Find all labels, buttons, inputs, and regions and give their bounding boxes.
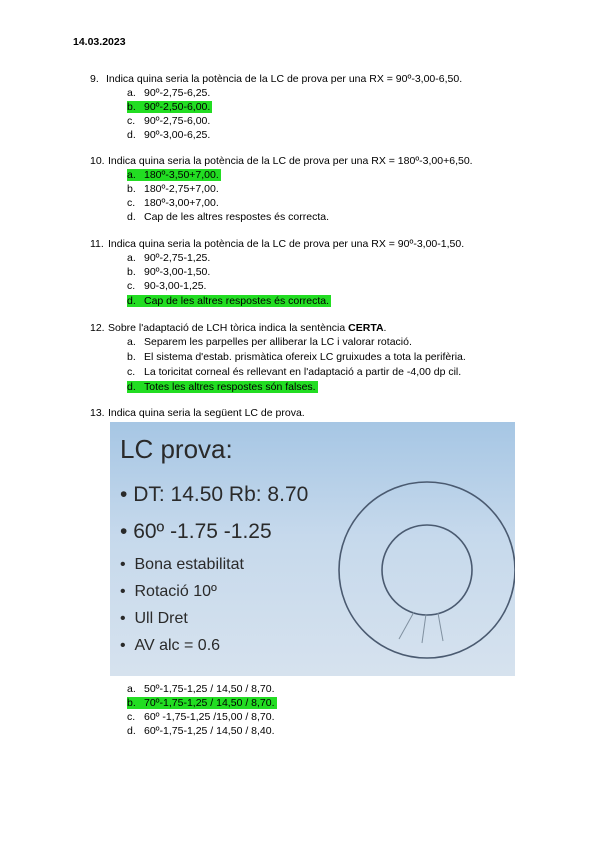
option-13a [127, 682, 275, 696]
option-letter: c. [127, 115, 136, 127]
option-9c [127, 114, 210, 128]
option-13b-highlighted [127, 696, 277, 710]
option-12a [127, 335, 412, 349]
question-10 [90, 154, 473, 168]
option-10b [127, 182, 219, 196]
option-10a-highlighted [127, 168, 221, 182]
document-date: 14.03.2023 [73, 36, 126, 48]
slide-title: LC prova: [120, 434, 233, 464]
option-10d [127, 210, 329, 224]
lens-slide-image [110, 422, 515, 676]
question-text: Indica quina seria la potència de la LC de prova per una RX = 90º-3,00-6,50. [106, 73, 463, 85]
option-letter: d. [127, 129, 136, 141]
option-9b-highlighted [127, 100, 212, 114]
lens-outer-circle [339, 482, 515, 658]
question-number: 11. [90, 238, 104, 250]
question-text: Indica quina seria la següent LC de prova. [108, 407, 305, 419]
option-letter: a. [127, 252, 136, 264]
option-12d-highlighted [127, 380, 318, 394]
option-letter: d. [127, 295, 136, 307]
option-13c [127, 710, 275, 724]
question-emphasis: CERTA [348, 322, 384, 334]
option-10c [127, 196, 219, 210]
option-letter: c. [127, 711, 136, 723]
lens-optic-zone-circle [382, 525, 472, 615]
option-letter: b. [127, 697, 136, 709]
option-text: 90º-2,75-1,25. [144, 252, 211, 264]
option-12c [127, 365, 461, 379]
question-text: Indica quina seria la potència de la LC de prova per una RX = 90º-3,00-1,50. [108, 238, 465, 250]
option-text: 180º-2,75+7,00. [144, 183, 219, 195]
slide-bullet: • Rotació 10º [120, 583, 217, 600]
question-number: 12. [90, 322, 105, 334]
slide-bullet: • AV alc = 0.6 [120, 637, 221, 654]
option-11c [127, 279, 206, 293]
option-letter: a. [127, 169, 136, 181]
option-text: El sistema d'estab. prismàtica ofereix LC gruixudes a tota la perifèria. [144, 351, 466, 363]
option-text: 70º-1,75-1,25 / 14,50 / 8,70. [144, 697, 275, 709]
option-letter: b. [127, 101, 136, 113]
option-letter: d. [127, 211, 136, 223]
option-11d-highlighted [127, 294, 331, 308]
question-9 [90, 72, 462, 86]
option-text: Cap de les altres respostes és correcta. [144, 295, 330, 307]
option-letter: b. [127, 266, 136, 278]
option-9d [127, 128, 210, 142]
slide-bullet: • 60º -1.75 -1.25 [120, 520, 272, 543]
option-text: 180º-3,00+7,00. [144, 197, 219, 209]
option-12b [127, 350, 466, 364]
rotation-mark-line [438, 613, 443, 641]
option-letter: c. [127, 197, 136, 209]
option-letter: a. [127, 336, 136, 348]
option-letter: a. [127, 87, 136, 99]
option-11a [127, 251, 210, 265]
option-text: 90º-2,75-6,00. [144, 115, 211, 127]
question-12 [90, 321, 386, 335]
option-letter: d. [127, 725, 136, 737]
option-13d [127, 724, 275, 738]
option-text: 90º-2,50-6,00. [144, 101, 211, 113]
option-text: 90º-2,75-6,25. [144, 87, 211, 99]
slide-bullet: • DT: 14.50 Rb: 8.70 [120, 483, 309, 506]
option-text: 90º-3,00-1,50. [144, 266, 211, 278]
option-text: 180º-3,50+7,00. [144, 169, 219, 181]
option-text: 90º-3,00-6,25. [144, 129, 211, 141]
option-letter: b. [127, 183, 136, 195]
question-number: 10. [90, 155, 105, 167]
option-text: Separem les parpelles per alliberar la LC i valorar rotació. [144, 336, 412, 348]
option-text: 60º-1,75-1,25 / 14,50 / 8,40. [144, 725, 275, 737]
option-letter: b. [127, 351, 136, 363]
option-text: La toricitat corneal és rellevant en l'adaptació a partir de -4,00 dp cil. [144, 366, 462, 378]
option-letter: c. [127, 280, 136, 292]
option-text: Cap de les altres respostes és correcta. [144, 211, 330, 223]
option-text: 90-3,00-1,25. [144, 280, 207, 292]
option-letter: a. [127, 683, 136, 695]
question-number: 13. [90, 407, 105, 419]
option-text: Totes les altres respostes són falses. [144, 381, 316, 393]
slide-bullet: • Bona estabilitat [120, 556, 244, 573]
question-13 [90, 406, 305, 420]
rotation-mark-line [399, 612, 414, 639]
option-letter: d. [127, 381, 136, 393]
option-9a [127, 86, 210, 100]
option-letter: c. [127, 366, 136, 378]
slide-bullet: • Ull Dret [120, 610, 188, 627]
option-text: 50º-1,75-1,25 / 14,50 / 8,70. [144, 683, 275, 695]
question-text: Indica quina seria la potència de la LC de prova per una RX = 180º-3,00+6,50. [108, 155, 473, 167]
question-text-end: . [383, 322, 387, 334]
question-text: Sobre l'adaptació de LCH tòrica indica la sentència [108, 322, 349, 334]
question-number: 9. [90, 73, 99, 85]
rotation-mark-line [422, 614, 426, 643]
option-11b [127, 265, 210, 279]
contact-lens-diagram [110, 422, 515, 676]
option-text: 60º -1,75-1,25 /15,00 / 8,70. [144, 711, 275, 723]
question-11 [90, 237, 464, 251]
